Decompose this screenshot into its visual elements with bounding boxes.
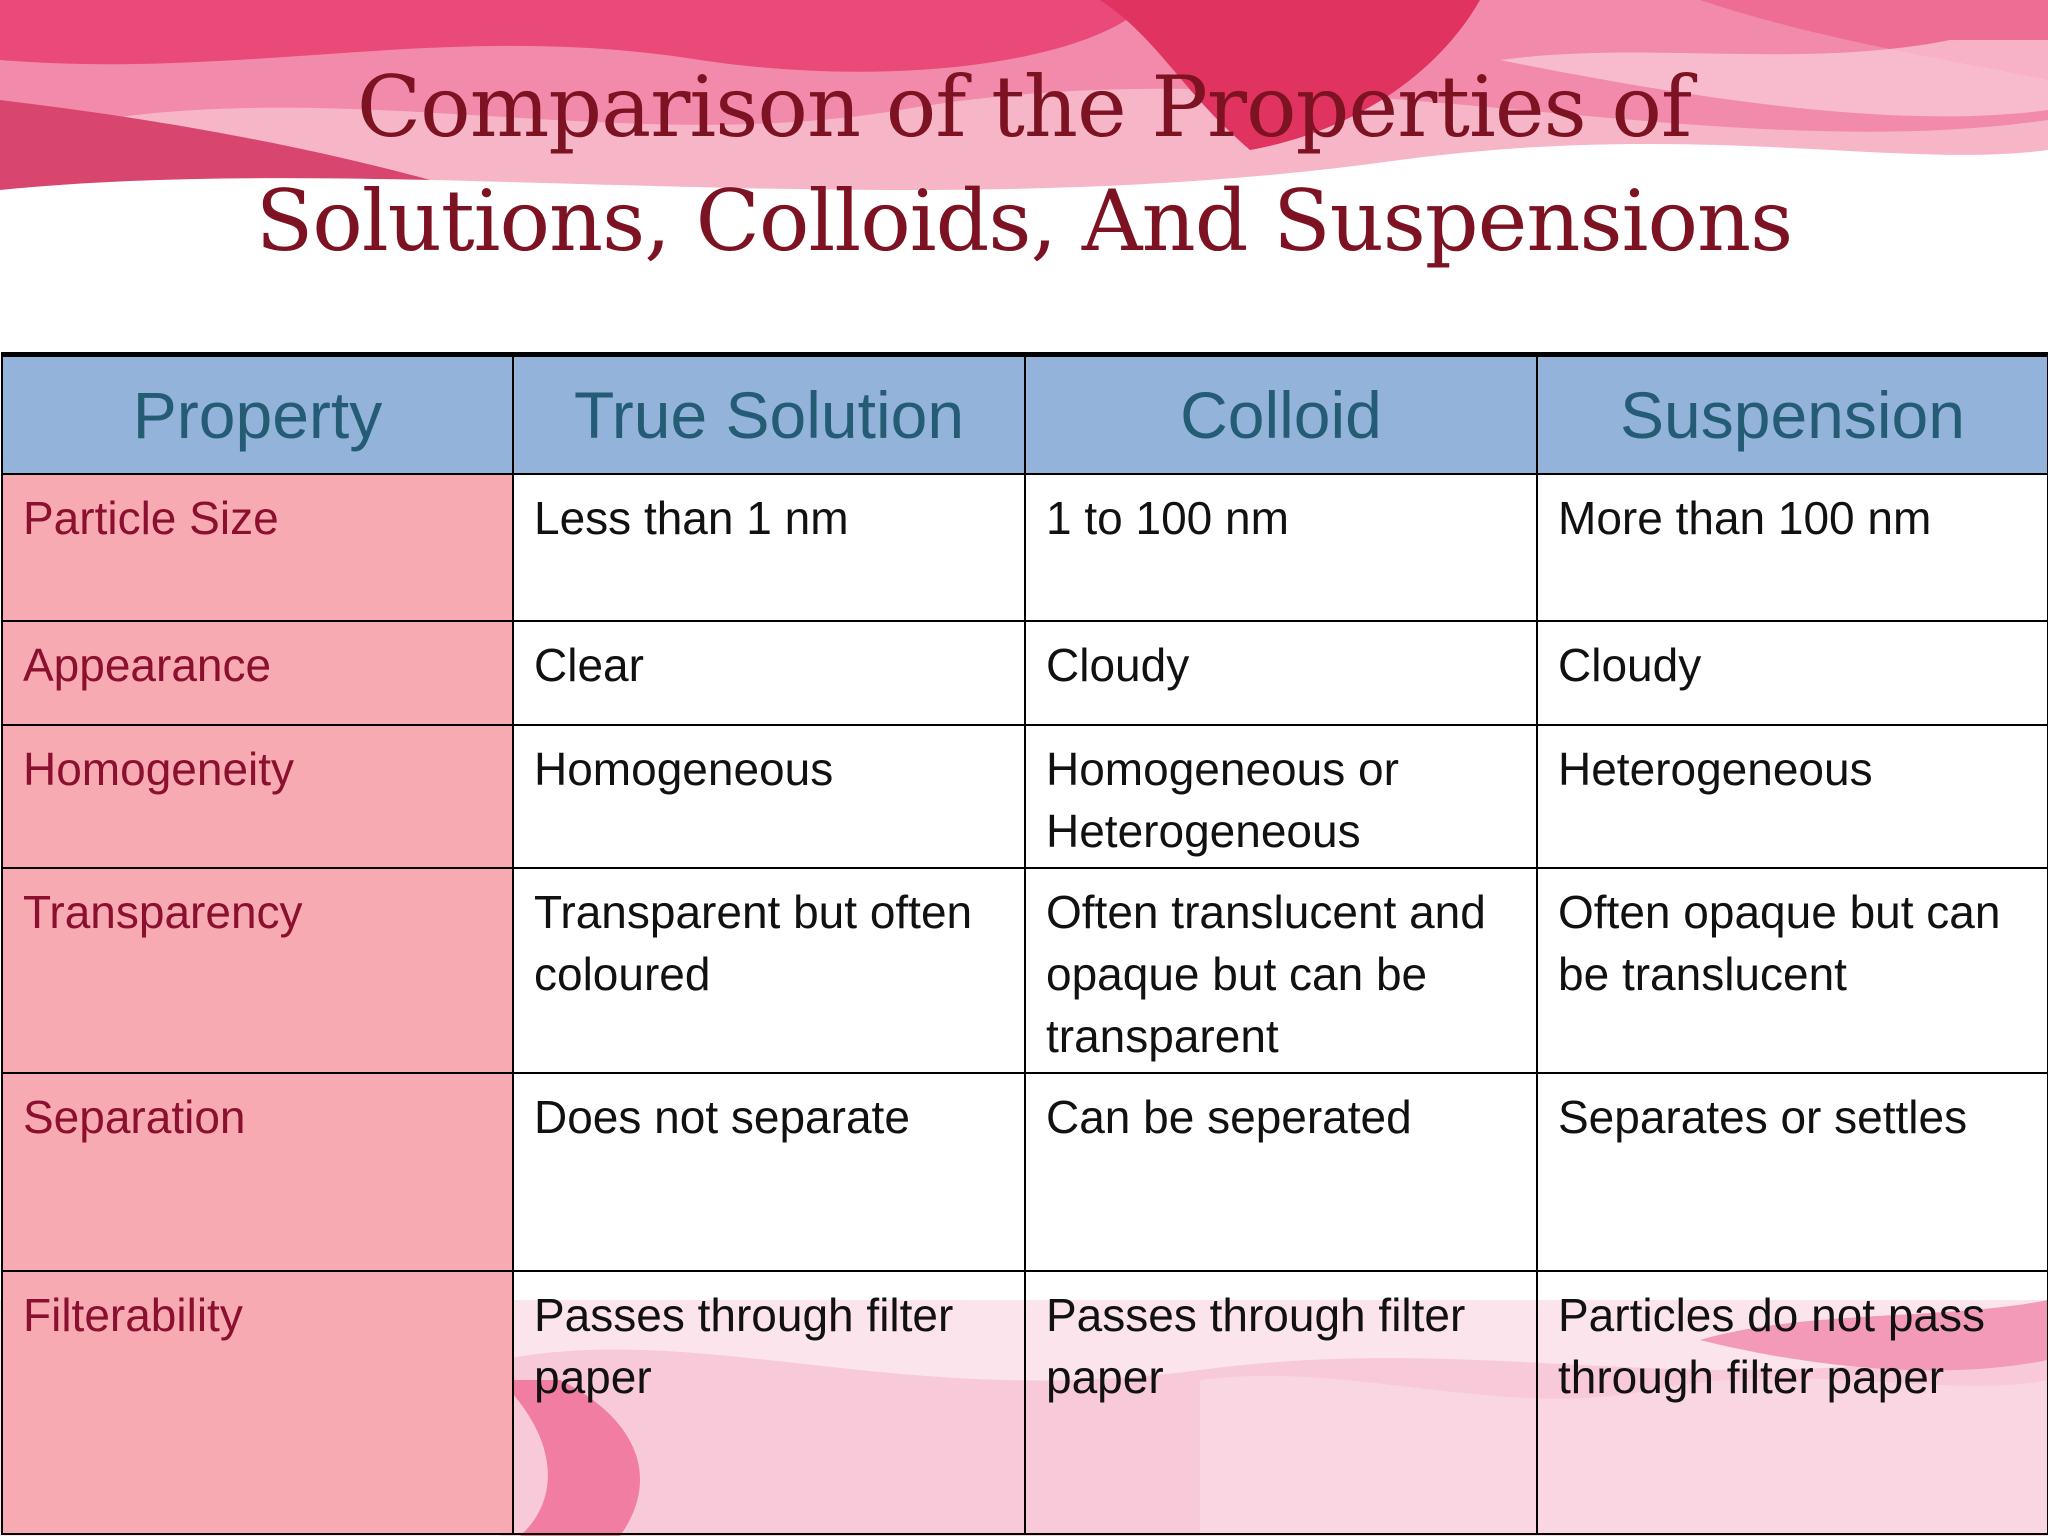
suspension-cell: Particles do not pass through filter paper xyxy=(1537,1271,2048,1534)
suspension-cell: Heterogeneous xyxy=(1537,725,2048,868)
slide-title xyxy=(0,50,2048,278)
solution-cell: Clear xyxy=(513,621,1025,725)
table-row xyxy=(2,1271,2048,1534)
property-cell: Appearance xyxy=(2,621,513,725)
slide-title-line-2: Solutions, Colloids, And Suspensions xyxy=(255,172,1793,270)
slide-title-line-1: Comparison of the Properties of xyxy=(356,58,1692,156)
table-row xyxy=(2,474,2048,621)
solution-cell: Does not separate xyxy=(513,1073,1025,1271)
comparison-table xyxy=(1,352,2048,1535)
colloid-cell: Cloudy xyxy=(1025,621,1537,725)
header-suspension: Suspension xyxy=(1537,355,2048,475)
suspension-cell: More than 100 nm xyxy=(1537,474,2048,621)
colloid-cell: Passes through filter paper xyxy=(1025,1271,1537,1534)
colloid-cell: 1 to 100 nm xyxy=(1025,474,1537,621)
header-colloid: Colloid xyxy=(1025,355,1537,475)
property-cell: Transparency xyxy=(2,868,513,1073)
colloid-cell: Often translucent and opaque but can be transparent xyxy=(1025,868,1537,1073)
table-row xyxy=(2,1073,2048,1271)
table-row xyxy=(2,621,2048,725)
suspension-cell: Separates or settles xyxy=(1537,1073,2048,1271)
header-true-solution: True Solution xyxy=(513,355,1025,475)
solution-cell: Homogeneous xyxy=(513,725,1025,868)
property-cell: Filterability xyxy=(2,1271,513,1534)
property-cell: Separation xyxy=(2,1073,513,1271)
table-row xyxy=(2,725,2048,868)
table-header-row xyxy=(2,355,2048,475)
property-cell: Homogeneity xyxy=(2,725,513,868)
solution-cell: Passes through filter paper xyxy=(513,1271,1025,1534)
table-row xyxy=(2,868,2048,1073)
solution-cell: Transparent but often coloured xyxy=(513,868,1025,1073)
property-cell: Particle Size xyxy=(2,474,513,621)
header-property: Property xyxy=(2,355,513,475)
suspension-cell: Cloudy xyxy=(1537,621,2048,725)
solution-cell: Less than 1 nm xyxy=(513,474,1025,621)
suspension-cell: Often opaque but can be translucent xyxy=(1537,868,2048,1073)
colloid-cell: Homogeneous or Heterogeneous xyxy=(1025,725,1537,868)
colloid-cell: Can be seperated xyxy=(1025,1073,1537,1271)
